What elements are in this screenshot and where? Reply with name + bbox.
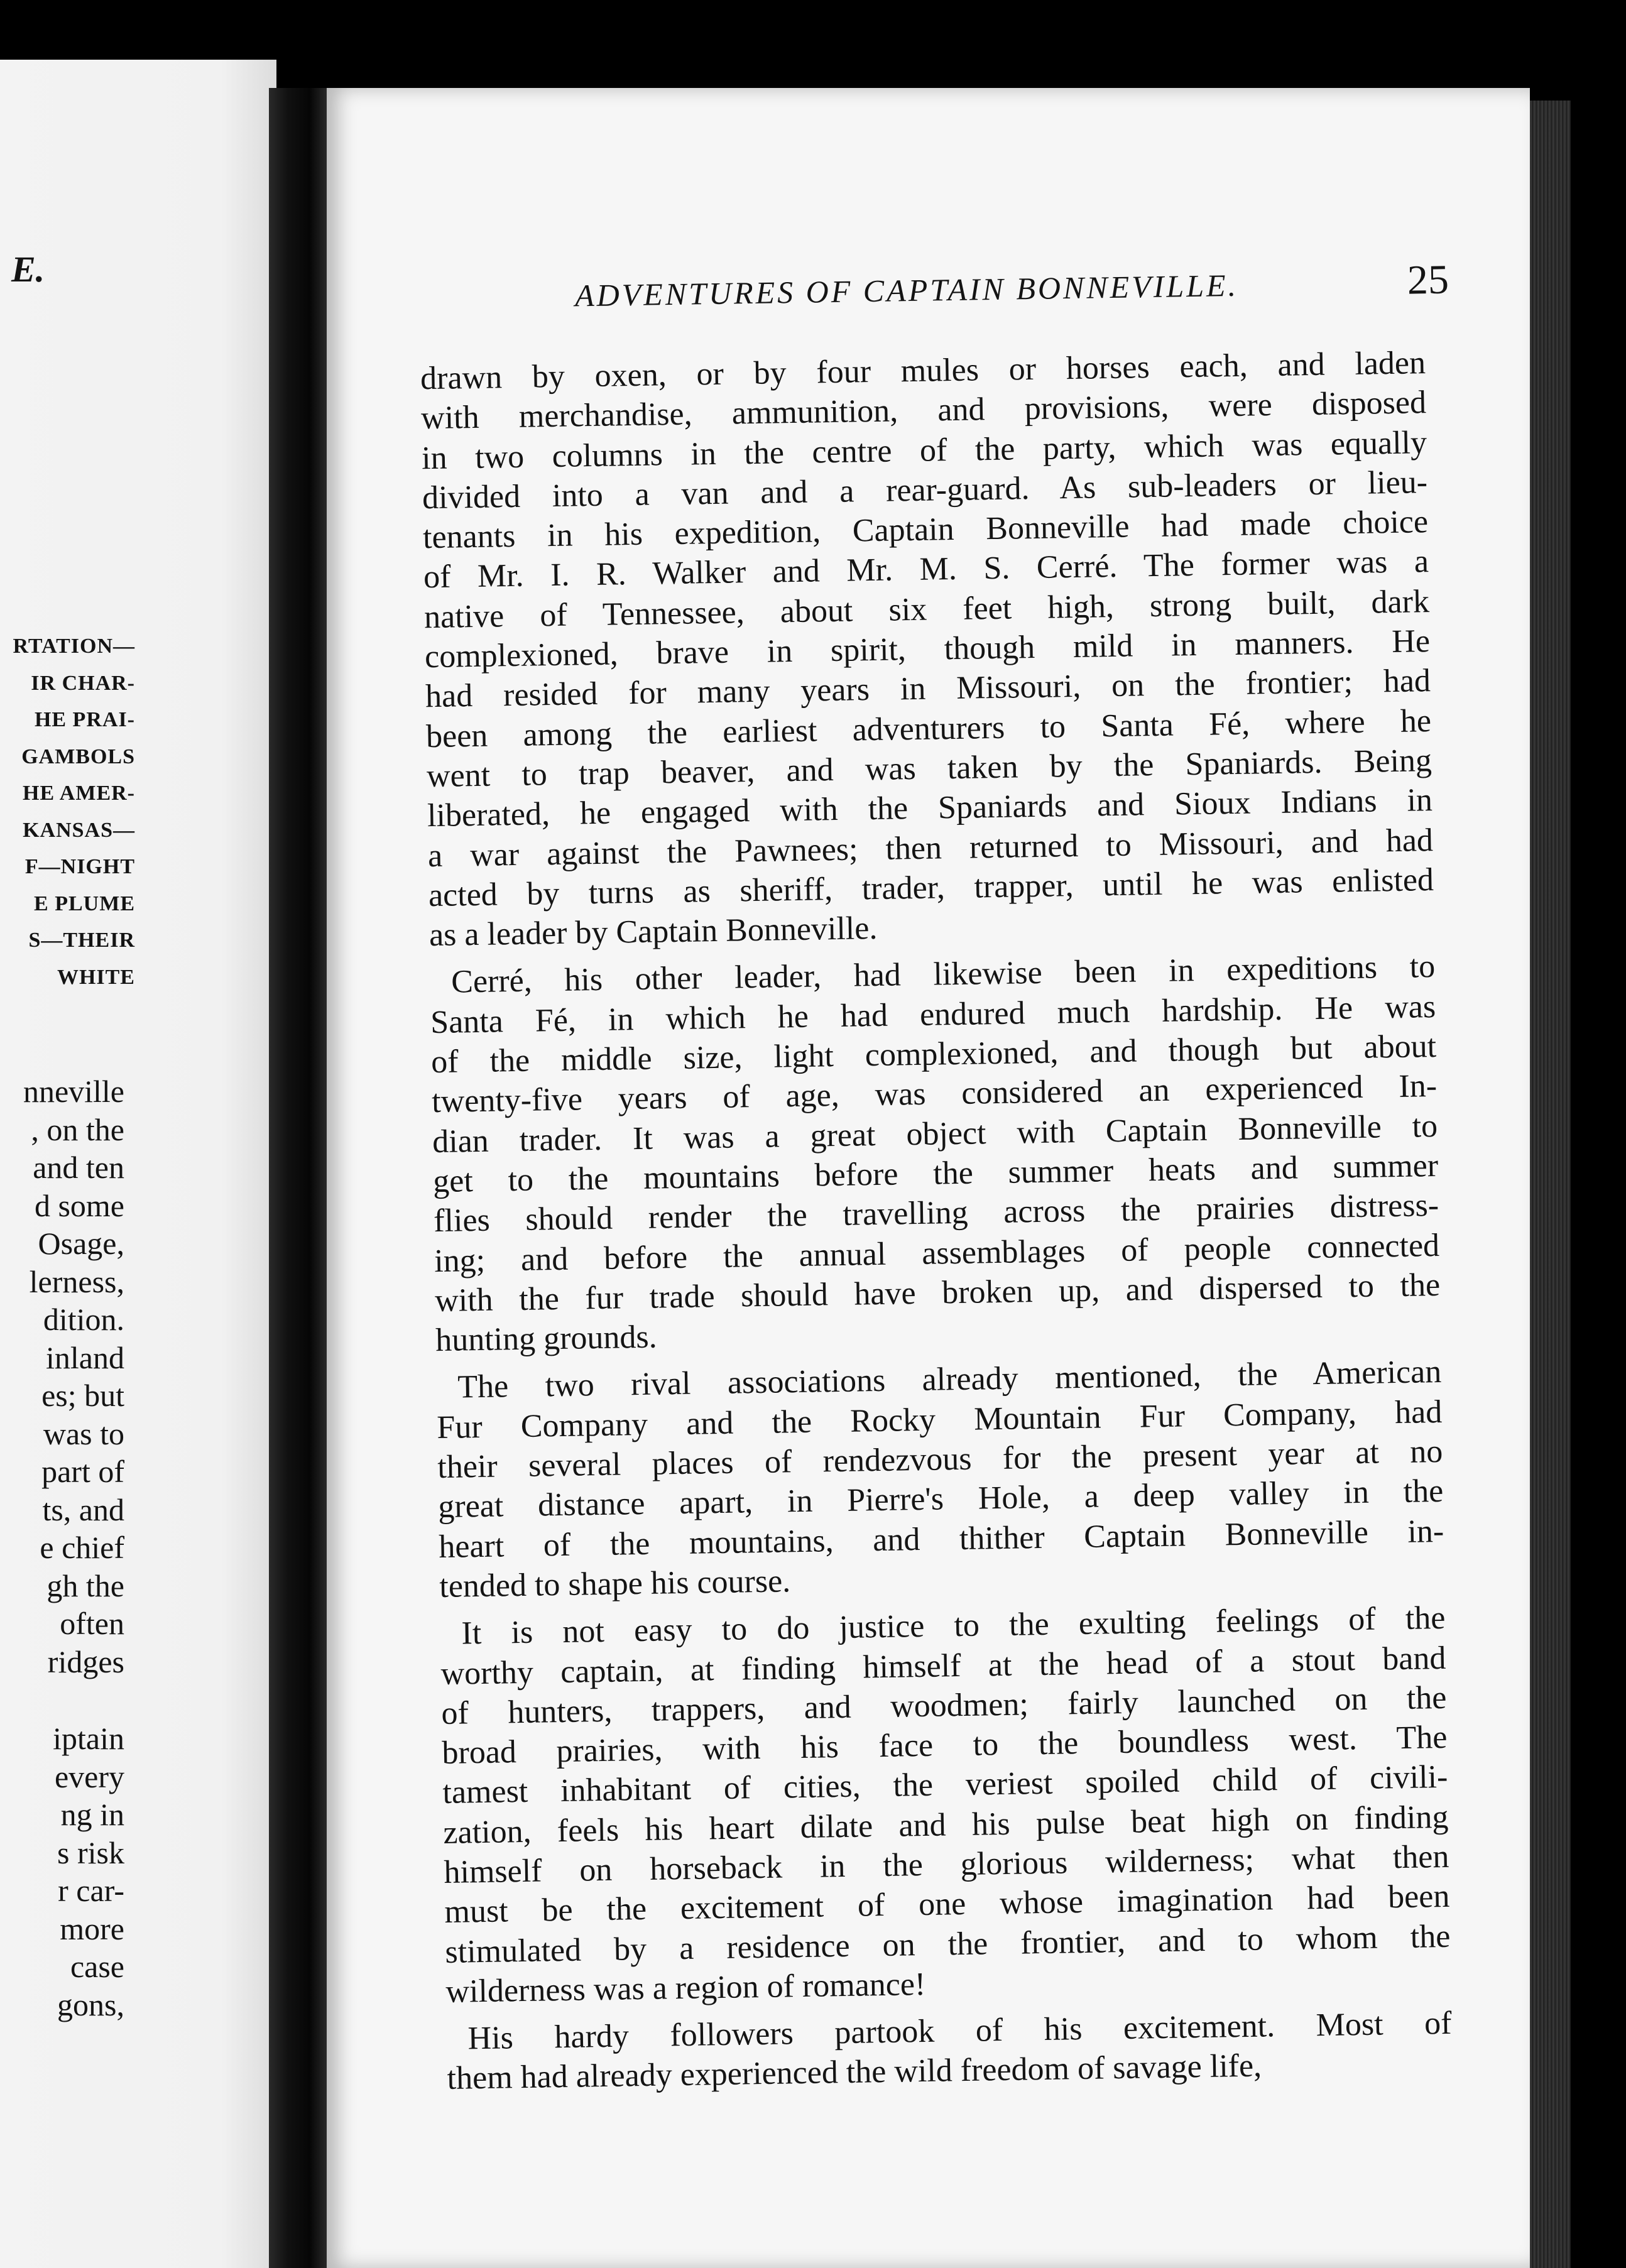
- text-line: hunting grounds.: [435, 1319, 658, 1359]
- text-line: heart of the mountains, and thither Captain Bonneville in-: [438, 1513, 1444, 1565]
- heading-line: GAMBOLS: [21, 744, 135, 768]
- left-body-text: [0, 1072, 124, 2024]
- left-running-head-fragment: E.: [11, 249, 45, 290]
- left-text-line: ts, and: [42, 1491, 124, 1527]
- text-line: flies should render the travelling across the prairies distress-: [433, 1187, 1439, 1240]
- text-line: get to the mountains before the summer heats and summer: [432, 1147, 1439, 1200]
- text-line: must be the excitement of one whose imagination had been: [444, 1878, 1450, 1931]
- body-text: [420, 343, 1453, 2099]
- paragraph: [440, 1598, 1451, 2012]
- heading-line: E PLUME: [34, 891, 135, 915]
- text-line: Santa Fé, in which he had endured much hardship. He was: [430, 988, 1436, 1040]
- text-line: tenants in his expedition, Captain Bonneville had made choice: [422, 504, 1429, 556]
- left-text-line: r car-: [58, 1873, 124, 1908]
- left-text-line: d some: [34, 1187, 124, 1223]
- text-line: tended to shape his course.: [439, 1563, 791, 1605]
- text-line: Cerré, his other leader, had likewise been in expeditions to: [450, 949, 1436, 1001]
- text-line: ing; and before the annual assemblages of people connected: [434, 1227, 1440, 1279]
- left-text-line: , on the: [31, 1111, 124, 1147]
- text-line: His hardy followers partook of his excitement. Most of: [467, 2005, 1452, 2057]
- left-chapter-heading: [0, 628, 135, 996]
- left-text-line: es; but: [41, 1378, 124, 1413]
- heading-line: WHITE: [57, 965, 135, 989]
- text-line: native of Tennessee, about six feet high, strong built, dark: [423, 583, 1430, 635]
- left-text-line: gh the: [46, 1567, 124, 1603]
- paragraph: [430, 947, 1441, 1360]
- text-line: complexioned, brave in spirit, though mild in manners. He: [424, 623, 1431, 675]
- text-line: a war against the Pawnees; then returned to Missouri, and had: [427, 822, 1434, 874]
- text-line: great distance apart, in Pierre's Hole, a deep valley in the: [437, 1473, 1444, 1525]
- text-line: as a leader by Captain Bonneville.: [428, 910, 878, 954]
- previous-page: [0, 60, 276, 2268]
- left-text-line: every: [54, 1758, 124, 1794]
- left-text-line: dition.: [43, 1302, 124, 1337]
- text-line: of Mr. I. R. Walker and Mr. M. S. Cerré. The former was a: [423, 543, 1429, 596]
- paragraph: [446, 2004, 1453, 2099]
- text-line: worthy captain, at finding himself at the head of a stout band: [440, 1640, 1446, 1692]
- heading-line: RTATION—: [13, 635, 135, 658]
- left-text-line: s risk: [57, 1835, 124, 1870]
- text-line: zation, feels his heart dilate and his pulse beat high on finding: [443, 1799, 1449, 1851]
- text-line: dian trader. It was a great object with Captain Bonneville to: [432, 1108, 1438, 1160]
- page-stack-edge: [1530, 101, 1571, 2268]
- heading-line: HE AMER-: [23, 782, 135, 805]
- text-line: wilderness was a region of romance!: [445, 1966, 926, 2010]
- left-text-line: nneville: [23, 1074, 124, 1109]
- text-line: been among the earliest adventurers to Santa Fé, where he: [425, 702, 1432, 755]
- text-line: liberated, he engaged with the Spaniards and Sioux Indians in: [427, 782, 1433, 834]
- text-line: divided into a van and a rear-guard. As sub-leaders or lieu-: [422, 464, 1428, 516]
- left-text-line: iptain: [53, 1721, 124, 1756]
- text-line: twenty-five years of age, was considered an experienced In-: [431, 1068, 1438, 1120]
- text-line: broad prairies, with his face to the boundless west. The: [442, 1719, 1448, 1772]
- text-line: in two columns in the centre of the party, which was equally: [421, 424, 1427, 476]
- left-text-line: case: [70, 1949, 124, 1984]
- text-line: stimulated by a residence on the frontier, and to whom the: [445, 1918, 1451, 1970]
- left-text-line: more: [60, 1911, 124, 1946]
- text-line: their several places of rendezvous for the present year at no: [437, 1433, 1443, 1486]
- text-line: The two rival associations already mentioned, the American: [457, 1354, 1442, 1405]
- left-text-line: ridges: [47, 1644, 124, 1679]
- text-line: them had already experienced the wild freedom of savage life,: [447, 2048, 1262, 2097]
- heading-line: F—NIGHT: [25, 855, 135, 878]
- current-page: [327, 88, 1530, 2268]
- paragraph-gap: [0, 1681, 124, 1720]
- text-line: tamest inhabitant of cities, the veriest spoiled child of civili-: [442, 1759, 1448, 1811]
- left-text-line: gons,: [57, 1987, 124, 2022]
- text-line: went to trap beaver, and was taken by the Spaniards. Being: [426, 743, 1432, 795]
- left-text-line: was to: [43, 1415, 124, 1451]
- left-text-line: Osage,: [38, 1226, 124, 1261]
- text-line: of the middle size, light complexioned, and though but about: [430, 1028, 1437, 1081]
- left-text-line: ng in: [60, 1797, 124, 1832]
- left-text-line: and ten: [33, 1150, 124, 1185]
- text-line: Fur Company and the Rocky Mountain Fur Company, had: [436, 1393, 1443, 1446]
- left-text-line: lerness,: [29, 1263, 124, 1299]
- text-line: drawn by oxen, or by four mules or horses each, and laden: [420, 345, 1426, 397]
- paragraph: [436, 1352, 1445, 1606]
- text-line: with merchandise, ammunition, and provisions, were disposed: [420, 384, 1427, 437]
- text-line: It is not easy to do justice to the exulting feelings of the: [461, 1600, 1446, 1652]
- left-text-line: e chief: [40, 1530, 124, 1565]
- page-content: [390, 88, 1530, 2268]
- heading-line: KANSAS—: [23, 818, 135, 842]
- text-line: himself on horseback in the glorious wilderness; what then: [444, 1838, 1449, 1890]
- left-text-line: part of: [41, 1454, 124, 1489]
- heading-line: IR CHAR-: [31, 671, 135, 695]
- heading-line: S—THEIR: [28, 929, 135, 952]
- text-line: acted by turns as sheriff, trader, trapper, until he was enlisted: [428, 861, 1434, 914]
- heading-line: HE PRAI-: [34, 708, 135, 731]
- page-number: 25: [1407, 256, 1449, 303]
- text-line: of hunters, trappers, and woodmen; fairly launched on the: [441, 1679, 1447, 1731]
- text-line: had resided for many years in Missouri, on the frontier; had: [425, 663, 1431, 715]
- running-head: ADVENTURES OF CAPTAIN BONNEVILLE.: [574, 267, 1239, 313]
- paragraph: [420, 343, 1435, 955]
- text-line: with the fur trade should have broken up, and dispersed to the: [434, 1267, 1441, 1319]
- left-text-line: inland: [46, 1339, 124, 1375]
- left-text-line: often: [60, 1606, 124, 1641]
